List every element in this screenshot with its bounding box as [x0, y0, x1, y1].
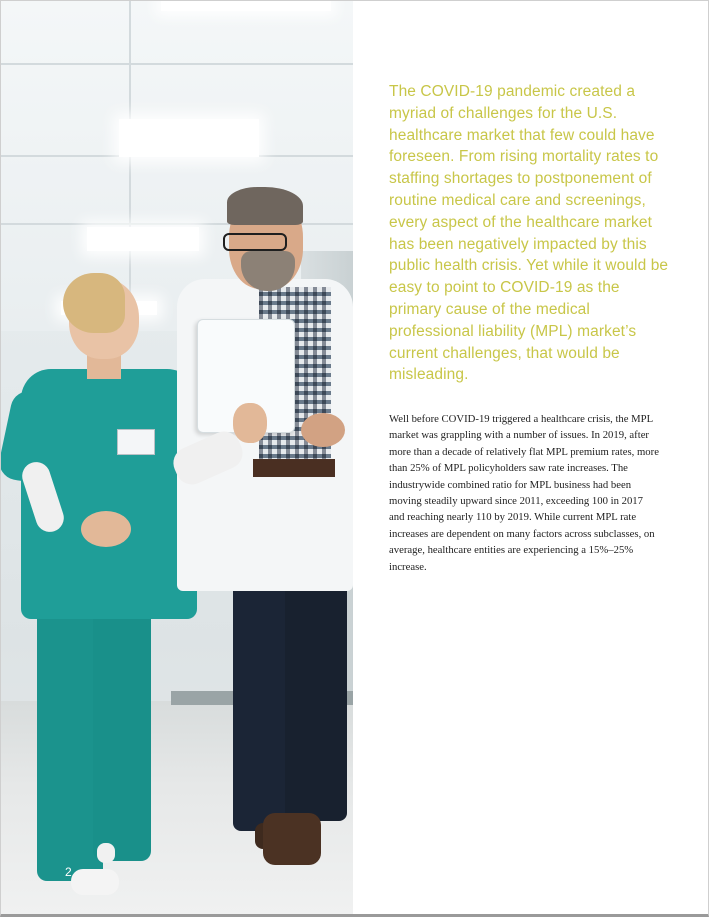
doctor-hair	[227, 187, 303, 225]
doctor-belt	[253, 459, 335, 477]
page-number: 2	[65, 865, 72, 879]
glasses-icon	[223, 233, 287, 251]
nurse-hand	[81, 511, 131, 547]
ceiling-light	[87, 227, 199, 251]
lead-paragraph: The COVID-19 pandemic created a myriad of challenges for the U.S. healthcare market that few could have foreseen. From rising mortality rates to staffing shortages to postponement of routine medical care and screenings, every aspect of the healthcare market has been negatively impacted by this public health crisis. Yet while it would be easy to point to COVID-19 as the primary cause of the medical professional liability (MPL) market’s current challenges, that would be misleading.	[389, 83, 669, 384]
nurse-scrub-pants	[93, 601, 151, 861]
body-paragraph: Well before COVID-19 triggered a healthcare crisis, the MPL market was grappling with a number of issues. In 2019, after more than a decade of relatively flat MPL premium rates, more than 25% of MPL policyholders saw rate increases. The industrywide combined ratio for MPL business had been moving steadily upward since 2011, exceeding 100 in 2017 and reaching nearly 110 by 2019. While current MPL rate increases are dependent on many factors across subclasses, on average, healthcare entities are experiencing a 15%–25% increase.	[389, 413, 659, 573]
ceiling-grid-line	[1, 63, 353, 65]
ceiling-light	[161, 1, 331, 11]
doctor-shoe	[263, 813, 321, 865]
nurse-shoe	[71, 869, 119, 895]
nurse-shoe	[97, 843, 115, 863]
ceiling-light	[119, 119, 259, 157]
doctor-hand	[301, 413, 345, 447]
nurse-hand	[233, 403, 267, 443]
hospital-corridor-photo	[1, 1, 353, 914]
nurse-id-badge	[117, 429, 155, 455]
nurse-hair	[63, 273, 125, 333]
